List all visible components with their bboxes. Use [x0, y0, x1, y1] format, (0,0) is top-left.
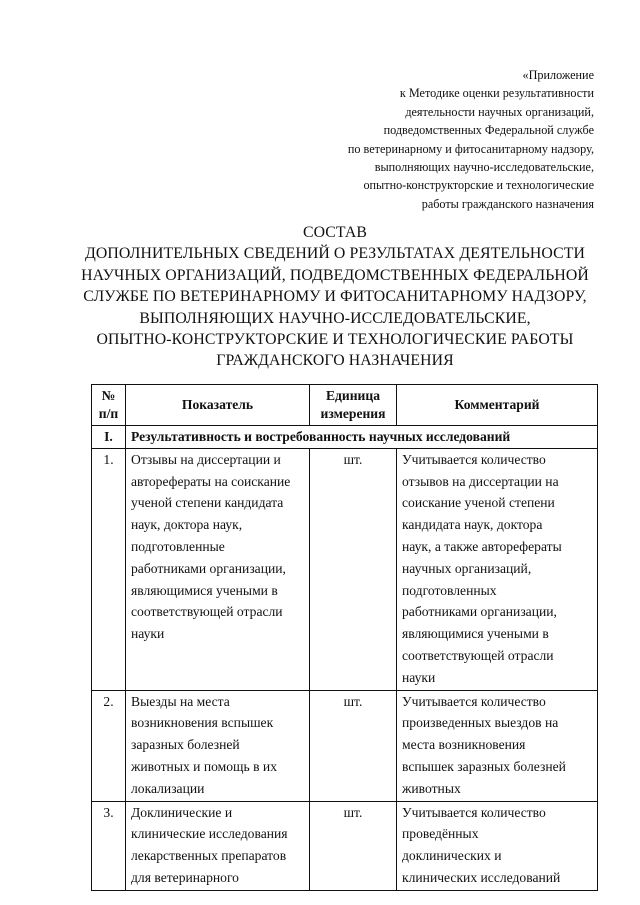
comment-line: Учитывается количество — [402, 693, 546, 709]
comment-line: кандидата наук, доктора — [402, 517, 543, 533]
indicator-line: клинические исследования — [131, 826, 288, 842]
header-num-line: № — [101, 388, 116, 403]
indicator-line: подготовленные — [131, 538, 225, 554]
annex-line: подведомственных Федеральной службе — [383, 123, 594, 138]
header-unit — [310, 385, 397, 426]
title-line: ДОПОЛНИТЕЛЬНЫХ СВЕДЕНИЙ О РЕЗУЛЬТАТАХ ДЕЯТЕЛЬНОСТИ — [85, 245, 585, 263]
header-num-line: п/п — [98, 406, 119, 421]
indicator-line: авторефераты на соискание — [131, 473, 291, 489]
document-title — [70, 222, 600, 372]
header-comment: Комментарий — [397, 385, 598, 426]
indicator-line: науки — [131, 626, 165, 642]
comment-line: Учитывается количество — [402, 804, 546, 820]
indicators-table — [91, 384, 598, 891]
title-line: СЛУЖБЕ ПО ВЕТЕРИНАРНОМУ И ФИТОСАНИТАРНОМУ НАДЗОРУ, — [83, 288, 587, 306]
title-line: НАУЧНЫХ ОРГАНИЗАЦИЙ, ПОДВЕДОМСТВЕННЫХ ФЕДЕРАЛЬНОЙ — [81, 266, 589, 284]
comment-line: вспышек заразных болезней — [402, 758, 566, 774]
table-row — [92, 448, 598, 690]
indicator-line: Доклинические и — [131, 804, 233, 820]
annex-line: «Приложение — [522, 68, 594, 82]
title-line: ГРАЖДАНСКОГО НАЗНАЧЕНИЯ — [216, 352, 454, 370]
section-row — [92, 426, 598, 449]
comment-line: наук, а также авторефераты — [402, 538, 562, 554]
comment-line: соискание ученой степени — [402, 495, 555, 511]
section-title: Результативность и востребованность научных исследований — [126, 426, 598, 449]
annex-line: работы гражданского назначения — [421, 196, 594, 211]
title-line: ВЫПОЛНЯЮЩИХ НАУЧНО-ИССЛЕДОВАТЕЛЬСКИЕ, — [139, 309, 531, 327]
row-num: 3. — [92, 801, 126, 890]
comment-line: являющимися учеными в — [402, 626, 549, 642]
table-row — [92, 801, 598, 890]
comment-line: животных — [402, 780, 461, 796]
indicator-line: для ветеринарного — [131, 869, 239, 885]
title-line: ОПЫТНО-КОНСТРУКТОРСКИЕ И ТЕХНОЛОГИЧЕСКИЕ РАБОТЫ — [96, 331, 574, 349]
row-comment — [397, 448, 598, 690]
comment-line: доклинических и — [402, 848, 502, 864]
indicator-line: заразных болезней — [131, 737, 240, 753]
indicator-line: возникновения вспышек — [131, 715, 274, 731]
indicator-line: Выезды на места — [131, 693, 230, 709]
row-indicator — [126, 690, 310, 801]
indicator-line: соответствующей отрасли — [131, 604, 283, 620]
comment-line: отзывов на диссертации на — [402, 473, 559, 489]
comment-line: научных организаций, — [402, 560, 532, 576]
row-indicator — [126, 448, 310, 690]
row-unit: шт. — [310, 448, 397, 690]
comment-line: произведенных выездов на — [402, 715, 559, 731]
annex-line: выполняющих научно-исследовательские, — [374, 160, 594, 175]
row-num: 2. — [92, 690, 126, 801]
indicator-line: Отзывы на диссертации и — [131, 451, 281, 467]
title-line: СОСТАВ — [302, 224, 368, 241]
annex-line: к Методике оценки результативности — [399, 86, 594, 101]
annex-header — [264, 66, 594, 213]
annex-line: опытно-конструкторские и технологические — [363, 178, 594, 193]
annex-line: деятельности научных организаций, — [405, 104, 594, 119]
header-unit-line: измерения — [320, 406, 386, 421]
row-num: 1. — [92, 448, 126, 690]
header-indicator: Показатель — [126, 385, 310, 426]
annex-line: по ветеринарному и фитосанитарному надзору, — [347, 141, 594, 156]
indicator-line: локализации — [131, 780, 205, 796]
header-unit-line: Единица — [325, 388, 381, 403]
indicator-line: лекарственных препаратов — [131, 848, 287, 864]
comment-line: проведённых — [402, 826, 479, 842]
comment-line: подготовленных — [402, 582, 497, 598]
comment-line: работниками организации, — [402, 604, 557, 620]
comment-line: науки — [402, 669, 436, 685]
indicator-line: животных и помощь в их — [131, 758, 277, 774]
header-num — [92, 385, 126, 426]
table-row — [92, 690, 598, 801]
table-header-row — [92, 385, 598, 426]
row-indicator — [126, 801, 310, 890]
indicator-line: являющимися учеными в — [131, 582, 278, 598]
comment-line: клинических исследований — [402, 869, 561, 885]
comment-line: места возникновения — [402, 737, 526, 753]
row-comment — [397, 801, 598, 890]
row-unit: шт. — [310, 690, 397, 801]
row-unit: шт. — [310, 801, 397, 890]
indicator-line: работниками организации, — [131, 560, 286, 576]
indicator-line: наук, доктора наук, — [131, 517, 243, 533]
comment-line: Учитывается количество — [402, 451, 546, 467]
row-comment — [397, 690, 598, 801]
indicator-line: ученой степени кандидата — [131, 495, 284, 511]
comment-line: соответствующей отрасли — [402, 647, 554, 663]
section-num: I. — [92, 426, 126, 449]
